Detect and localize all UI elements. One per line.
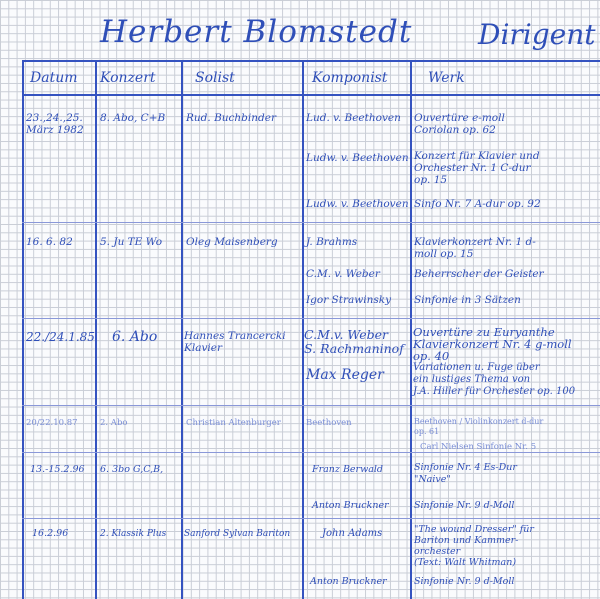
table-cell-werk: "The wound Dresser" für Bariton und Kammer- orchester (Text: Walt Whitman) [414,524,534,568]
table-cell-solist: Rud. Buchbinder [186,112,276,124]
header-datum: Datum [30,70,78,86]
row-separator [22,452,600,453]
table-cell-werk: Sinfonie Nr. 4 Es-Dur "Naive" [414,462,517,485]
table-cell-werk: Konzert für Klavier und Orchester Nr. 1 C-dur op. 15 [414,150,540,186]
table-cell-werk: Beethoven / Violinkonzert d-dur op. 61 [414,417,544,436]
table-cell-komponist: Igor Strawinsky [306,294,392,306]
table-cell-komponist: Anton Bruckner [310,576,387,587]
table-cell-komponist: Franz Berwald [312,464,383,475]
table-cell-werk: Carl Nielsen Sinfonie Nr. 5 [420,442,537,452]
table-cell-werk: Variationen u. Fuge über ein lustiges Thema von J.A. Hiller für Orchester op. 100 [413,362,576,397]
table-cell-komponist: Ludw. v. Beethoven [306,198,409,210]
table-cell-komponist: Ludw. v. Beethoven [306,152,409,164]
table-cell-konzert: 2. Abo [100,418,128,428]
conductor-name: Herbert Blomstedt [100,14,413,50]
header-bottom-line [22,94,600,96]
table-cell-werk: Ouvertüre zu Euryanthe Klavierkonzert Nr. 4 g-moll op. 40 [413,325,572,363]
table-cell-komponist: Lud. v. Beethoven [306,112,401,124]
table-cell-komponist: John Adams [322,528,383,539]
table-cell-komponist: Anton Bruckner [312,500,389,511]
table-cell-komponist: Beethoven [306,418,352,428]
table-cell-solist: Sanford Sylvan Bariton [184,529,291,539]
table-top-line [22,60,600,62]
table-cell-solist: Christian Altenburger [186,418,281,428]
table-cell-komponist: C.M.v. Weber S. Rachmaninof [304,327,404,356]
table-cell-konzert: 5. Ju TE Wo [100,236,163,248]
table-cell-datum: 22./24.1.85 [26,330,95,344]
table-cell-komponist: C.M. v. Weber [306,268,380,280]
table-cell-solist: Hannes Trancercki Klavier [184,330,286,354]
table-cell-komponist: J. Brahms [306,236,358,248]
conductor-role: Dirigent [478,18,596,51]
table-cell-solist: Oleg Maisenberg [186,236,278,248]
table-cell-datum: 23.,24.,25. März 1982 [26,112,84,136]
table-cell-datum: 13.-15.2.96 [30,464,85,475]
table-cell-konzert: 6. Abo [112,329,158,345]
table-cell-werk: Sinfonie Nr. 9 d-Moll [414,500,515,511]
row-separator [22,518,600,519]
table-cell-werk: Sinfo Nr. 7 A-dur op. 92 [414,198,541,210]
header-komponist: Komponist [312,70,388,86]
row-separator [22,405,600,406]
table-cell-datum: 16. 6. 82 [26,236,73,248]
table-cell-werk: Klavierkonzert Nr. 1 d- moll op. 15 [414,236,536,260]
table-cell-konzert: 2. Klassik Plus [100,529,167,539]
row-separator [22,318,600,319]
title-row [0,0,600,62]
table-cell-konzert: 8. Abo, C+B [100,112,166,124]
row-separator [22,222,600,223]
table-cell-komponist: Max Reger [306,367,384,383]
header-konzert: Konzert [100,70,156,86]
table-cell-datum: 16.2.96 [32,528,69,539]
table-cell-konzert: 6. 3bo G,C,B, [100,464,164,475]
table-cell-werk: Beherrscher der Geister [414,268,544,280]
table-cell-werk: Sinfonie Nr. 9 d-Moll [414,576,515,587]
table-cell-datum: 20/22.10.87 [26,418,78,428]
table-cell-werk: Sinfonie in 3 Sätzen [414,294,521,306]
header-werk: Werk [428,70,465,86]
table-cell-werk: Ouvertüre e-moll Coriolan op. 62 [414,112,505,136]
header-solist: Solist [195,70,235,86]
